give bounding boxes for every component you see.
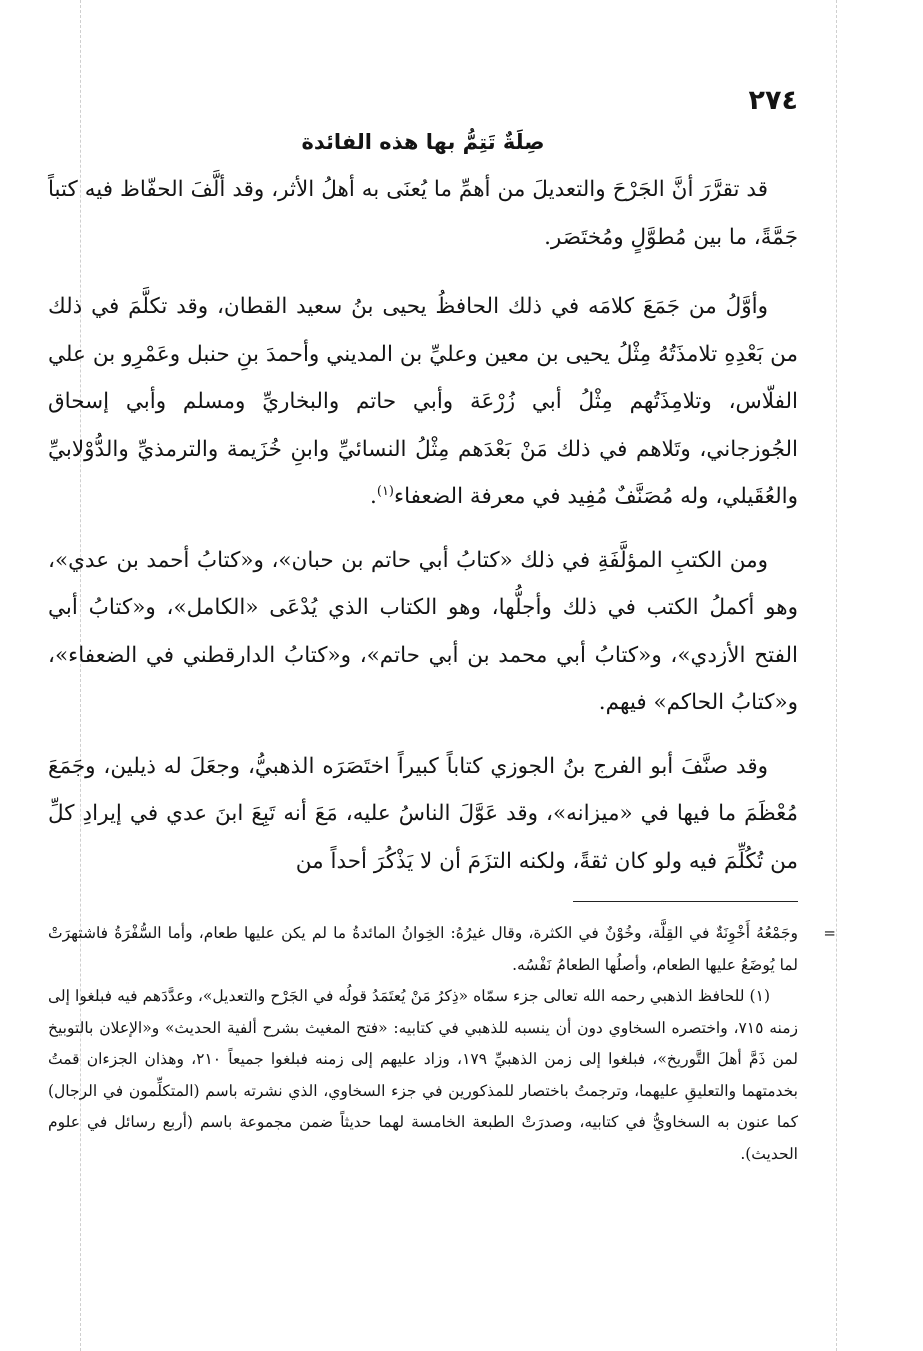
- footnote-reference[interactable]: (١): [376, 483, 394, 499]
- paragraph-books: ومن الكتبِ المؤلَّفَةِ في ذلك «كتابُ أبي حاتم بن حبان»، و«كتابُ أحمد بن عدي»، وهو أكملُ الكتب في ذلك وأجلُّها، وهو الكتاب الذي يُدْعَى «الكامل»، و«كتابُ أبي الفتح الأزدي»، و«كتابُ أبي محمد بن أبي حاتم»، و«كتابُ الدارقطني في الضعفاء»، و«كتابُ الحاكم» فيهم.: [48, 547, 798, 715]
- paragraph-ibn-aljawzi: وقد صنَّفَ أبو الفرج بنُ الجوزي كتاباً كبيراً اختَصَرَه الذهبيُّ، وجعَلَ له ذيلين، وجَمَعَ مُعْظَمَ ما فيها في «ميزانه»، وقد عَوَّلَ الناسُ عليه، مَعَ أنه تَبِعَ ابنَ عدي في إيرادِ كلِّ من تُكُلِّمَ فيه ولو كان ثقةً، ولكنه التزَمَ أن لا يَذْكُرَ أحداً من: [48, 753, 798, 874]
- page-number: ٢٧٤: [748, 85, 798, 116]
- footnote-continued: وجَمْعُهُ أَخْوِنَةٌ في القِلَّة، وخُوْنٌ في الكثرة، وقال غيرُهُ: الخِوانُ المائدةُ ما لم يكن عليها طعام، وأما السُّفْرَةُ فاشتهرَتْ لما يُوضَعُ عليها الطعام، وأصلُها الطعامُ نَفْسُه.: [48, 924, 798, 974]
- section-heading: صِلَةٌ تَتِمُّ بها هذه الفائدة: [301, 130, 545, 154]
- footnote-1: (١) للحافظ الذهبي رحمه الله تعالى جزء سمّاه «ذِكرُ مَنْ يُعتَمَدُ قولُه في الجَرْح والتعديل»، وعدَّدَهم فيه فبلغوا إلى زمنه ٧١٥، واختصره السخاوي دون أن ينسبه للذهبي في كتابيه: «فتح المغيث بشرح ألفية الحديث» و«الإعلان بالتوبيخ لمن ذَمَّ أهلَ التَّوريخ»، فبلغوا إلى زمن الذهبيِّ ١٧٩، وزاد عليهم إلى زمنه فبلغوا جميعاً ٢١٠، وهذان الجزءان قمتُ بخدمتهما والتعليقِ عليهما، وترجمتُ باختصار للمذكورين في جزء السخاوي، الذي نشرته باسم (المتكلِّمون في الرجال) كما عنون به السخاويُّ في كتابيه، وصدرَتْ الطبعة الخامسة لهما حديثاً ضمن مجموعة باسم (أربع رسائل في علوم الحديث).: [48, 987, 798, 1163]
- paragraph-early-critics-text: وأوَّلُ من جَمَعَ كلامَه في ذلك الحافظُ يحيى بنُ سعيد القطان، وقد تكلَّمَ في ذلك من بَعْدِهِ تلامذَتُهُ مِثْلُ يحيى بن معين وعليِّ بن المديني وأحمدَ بنِ حنبل وعَمْرِو بن علي الفلّاس، وتلامِذَتُهم مِثْلُ أبي زُرْعَة وأبي حاتم والبخاريِّ ومسلم وأبي إسحاق الجُوزجاني، وتَلاهم في ذلك مَنْ بَعْدَهم مِثْلُ النسائيِّ وابنِ خُزَيمة والترمذيِّ والدُّوْلابيِّ والعُقَيلي، وله مُصَنَّفٌ مُفِيد في معرفة الضعفاء: [48, 294, 798, 509]
- book-page: [48, 80, 836, 1320]
- footnote-separator: [573, 901, 798, 902]
- paragraph-intro: قد تقرَّرَ أنَّ الجَرْحَ والتعديلَ من أهمِّ ما يُعنَى به أهلُ الأثر، وقد ألَّفَ الحفّاظ فيه كتباً جَمَّةً، ما بين مُطوَّلٍ ومُختَصَر.: [48, 177, 798, 250]
- paragraph-early-critics: وأوَّلُ من جَمَعَ كلامَه في ذلك الحافظُ يحيى بنُ سعيد القطان، وقد تكلَّمَ في ذلك من بَعْدِهِ تلامذَتُهُ مِثْلُ يحيى بن معين وعليِّ بن المديني وأحمدَ بنِ حنبل وعَمْرِو بن علي الفلّاس، وتلامِذَتُهم مِثْلُ أبي زُرْعَة وأبي حاتم والبخاريِّ ومسلم وأبي إسحاق الجُوزجاني، وتَلاهم في ذلك مَنْ بَعْدَهم مِثْلُ النسائيِّ وابنِ خُزَيمة والترمذيِّ والدُّوْلابيِّ والعُقَيلي، وله مُصَنَّفٌ مُفِيد في معرفة الضعفاء$^{(١)}$.: [48, 294, 798, 509]
- footnote-continuation-mark: =: [823, 924, 836, 942]
- footnotes-section: [48, 918, 836, 1170]
- scan-guide-right: [836, 0, 837, 1351]
